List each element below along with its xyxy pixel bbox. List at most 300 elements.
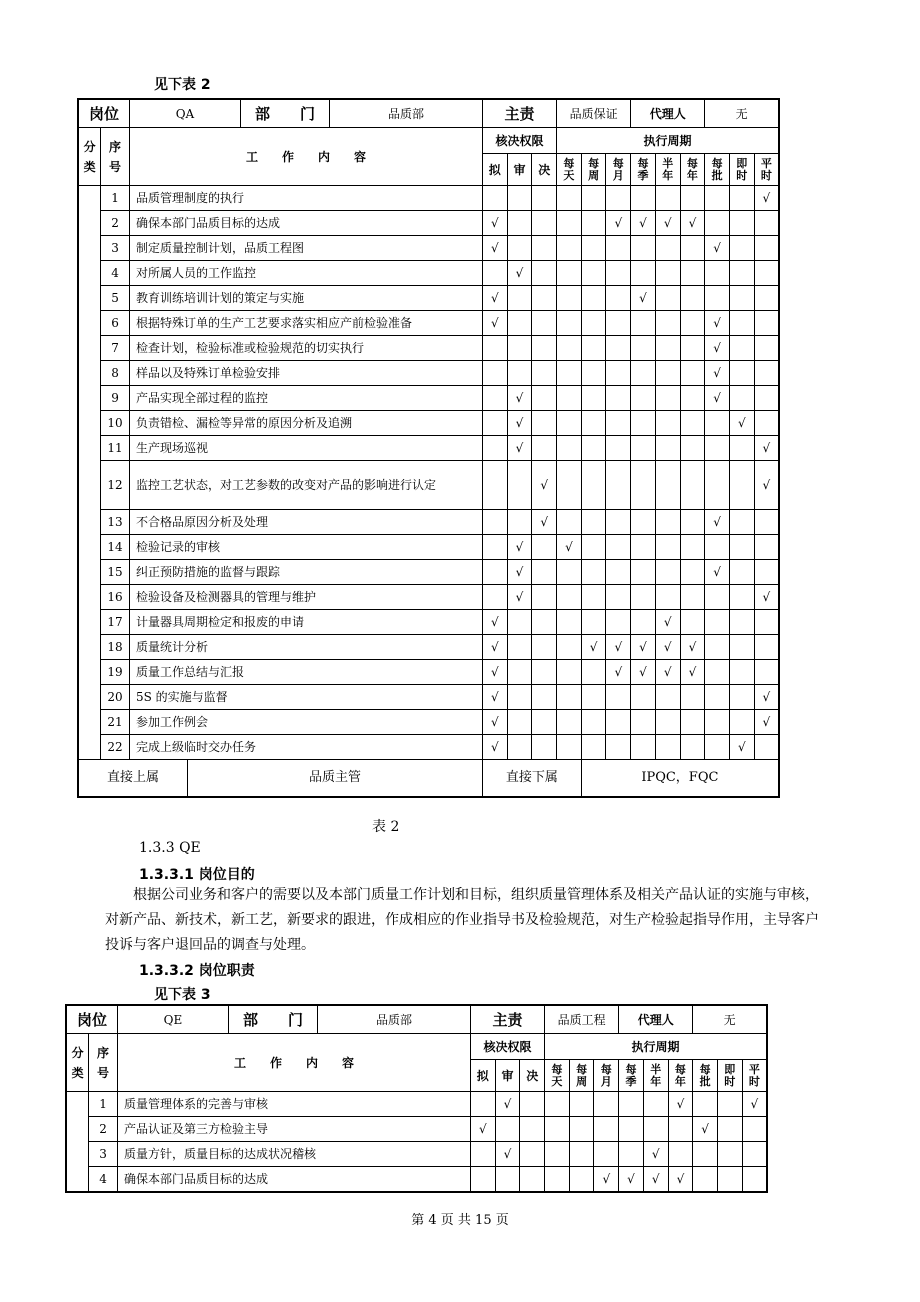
check-cell xyxy=(655,361,680,386)
table-row xyxy=(78,436,779,461)
check-cell xyxy=(705,286,730,311)
check-cell xyxy=(680,585,705,610)
dept-value: 品质部 xyxy=(387,106,424,121)
check-cell xyxy=(507,411,532,436)
main-duty-value: 品质工程 xyxy=(545,1005,619,1034)
check-cell xyxy=(742,1117,767,1142)
check-cell xyxy=(470,1117,495,1142)
check-cell xyxy=(569,1167,594,1192)
check-cell xyxy=(507,685,532,710)
seq-cell: 16 xyxy=(101,585,130,610)
check-cell xyxy=(581,660,606,685)
check-cell xyxy=(557,436,582,461)
check-cell xyxy=(581,635,606,660)
check-cell xyxy=(631,635,656,660)
duty-text-cell: 负责错检、漏检等异常的原因分析及追溯 xyxy=(129,411,482,436)
table-row xyxy=(78,336,779,361)
reporting-row xyxy=(78,760,779,798)
check-cell xyxy=(754,685,779,710)
check-cell xyxy=(729,710,754,735)
table-row xyxy=(78,610,779,635)
check-cell xyxy=(655,685,680,710)
check-cell xyxy=(482,311,507,336)
check-cell xyxy=(507,560,532,585)
check-cell xyxy=(754,535,779,560)
table-row xyxy=(78,261,779,286)
agent-value: 无 xyxy=(693,1005,767,1034)
check-cell xyxy=(507,610,532,635)
seq-cell: 17 xyxy=(101,610,130,635)
check-cell xyxy=(569,1092,594,1117)
check-cell xyxy=(631,535,656,560)
check-cell xyxy=(545,1167,570,1192)
check-cell xyxy=(557,685,582,710)
seq-cell: 4 xyxy=(89,1167,118,1192)
check-cell xyxy=(655,336,680,361)
post-value: QA xyxy=(130,100,241,127)
check-cell xyxy=(507,710,532,735)
check-cell xyxy=(754,311,779,336)
check-mark: √ xyxy=(713,565,721,579)
check-cell xyxy=(482,535,507,560)
check-cell xyxy=(482,710,507,735)
authority-col-header: 拟 xyxy=(482,154,507,186)
check-cell xyxy=(643,1092,668,1117)
duty-text-cell: 确保本部门品质目标的达成 xyxy=(129,211,482,236)
check-cell xyxy=(507,386,532,411)
check-mark: √ xyxy=(762,191,771,205)
check-cell xyxy=(520,1117,545,1142)
check-cell xyxy=(643,1117,668,1142)
check-cell xyxy=(631,411,656,436)
seq-cell: 22 xyxy=(101,735,130,760)
duty-text-cell: 检验记录的审核 xyxy=(129,535,482,560)
qa-duty-table xyxy=(77,98,780,798)
check-cell xyxy=(581,361,606,386)
check-cell xyxy=(594,1167,619,1192)
seq-cell: 11 xyxy=(101,436,130,461)
check-cell xyxy=(631,560,656,585)
check-cell xyxy=(754,461,779,510)
check-mark: √ xyxy=(737,740,746,754)
check-cell xyxy=(507,461,532,510)
check-cell xyxy=(729,361,754,386)
check-cell xyxy=(482,610,507,635)
check-cell xyxy=(680,261,705,286)
check-cell xyxy=(482,286,507,311)
check-cell xyxy=(680,685,705,710)
table-row xyxy=(78,735,779,760)
check-cell xyxy=(631,610,656,635)
period-col-header: 每周 xyxy=(581,154,606,186)
check-cell xyxy=(532,685,557,710)
check-cell xyxy=(705,585,730,610)
check-cell xyxy=(680,610,705,635)
check-cell xyxy=(606,186,631,211)
table-row xyxy=(78,660,779,685)
check-cell xyxy=(482,510,507,535)
check-mark: √ xyxy=(762,590,771,604)
dept-value: 品质部 xyxy=(375,1012,412,1027)
check-cell xyxy=(581,386,606,411)
check-cell xyxy=(705,386,730,411)
duty-text-cell: 纠正预防措施的监督与跟踪 xyxy=(129,560,482,585)
check-cell xyxy=(557,236,582,261)
check-cell xyxy=(557,286,582,311)
table3-intro: 见下表 3 xyxy=(154,987,211,1003)
check-cell xyxy=(680,286,705,311)
duty-text-cell: 制定质量控制计划，品质工程图 xyxy=(129,236,482,261)
table-row xyxy=(66,1117,767,1142)
check-cell xyxy=(532,610,557,635)
category-header: 分类 xyxy=(66,1034,89,1092)
check-cell xyxy=(581,311,606,336)
check-cell xyxy=(655,560,680,585)
check-cell xyxy=(705,735,730,760)
check-cell xyxy=(729,186,754,211)
check-cell xyxy=(520,1167,545,1192)
check-cell xyxy=(729,436,754,461)
table-row xyxy=(78,710,779,735)
content-header: 工 作 内 容 xyxy=(129,128,482,186)
check-cell xyxy=(507,261,532,286)
check-cell xyxy=(495,1167,520,1192)
check-cell xyxy=(754,236,779,261)
check-cell xyxy=(754,610,779,635)
check-cell xyxy=(680,635,705,660)
check-cell xyxy=(557,560,582,585)
check-cell xyxy=(705,685,730,710)
check-cell xyxy=(581,411,606,436)
check-cell xyxy=(532,311,557,336)
check-cell xyxy=(680,411,705,436)
check-cell xyxy=(507,735,532,760)
seq-cell: 8 xyxy=(101,361,130,386)
check-cell xyxy=(581,685,606,710)
check-cell xyxy=(655,186,680,211)
check-cell xyxy=(569,1142,594,1167)
check-mark: √ xyxy=(701,1122,709,1136)
check-cell xyxy=(705,510,730,535)
check-cell xyxy=(705,635,730,660)
check-mark: √ xyxy=(540,515,549,529)
check-cell xyxy=(606,411,631,436)
main-duty-label: 主责 xyxy=(470,1005,544,1034)
category-cell xyxy=(66,1092,89,1192)
check-cell xyxy=(606,311,631,336)
page-footer: 第 4 页 共 15 页 xyxy=(411,1213,509,1228)
check-cell xyxy=(693,1117,718,1142)
dept-label: 部 门 xyxy=(228,1006,317,1033)
check-cell xyxy=(532,461,557,510)
check-cell xyxy=(655,660,680,685)
table-row xyxy=(78,461,779,510)
purpose-title: 1.3.3.1 岗位目的 xyxy=(139,867,255,883)
seq-cell: 3 xyxy=(101,236,130,261)
authority-col-header: 审 xyxy=(507,154,532,186)
seq-header: 序号 xyxy=(89,1034,118,1092)
check-cell xyxy=(545,1092,570,1117)
check-cell xyxy=(557,211,582,236)
seq-cell: 13 xyxy=(101,510,130,535)
check-cell xyxy=(482,436,507,461)
check-cell xyxy=(729,585,754,610)
post-dept-group xyxy=(117,1005,470,1034)
duty-text-cell: 质量工作总结与汇报 xyxy=(129,660,482,685)
check-mark: √ xyxy=(614,216,623,230)
check-mark: √ xyxy=(478,1122,487,1136)
check-cell xyxy=(569,1117,594,1142)
check-cell xyxy=(557,735,582,760)
check-cell xyxy=(655,386,680,411)
check-cell xyxy=(680,311,705,336)
period-col-header: 即时 xyxy=(729,154,754,186)
check-cell xyxy=(581,211,606,236)
check-cell xyxy=(581,560,606,585)
table-row xyxy=(78,311,779,336)
authority-col-header: 决 xyxy=(532,154,557,186)
table-row xyxy=(66,1142,767,1167)
check-mark: √ xyxy=(663,615,672,629)
check-mark: √ xyxy=(490,316,499,330)
check-cell xyxy=(594,1142,619,1167)
check-cell xyxy=(532,286,557,311)
check-cell xyxy=(680,461,705,510)
duty-text-cell: 对所属人员的工作监控 xyxy=(129,261,482,286)
post-value: QE xyxy=(118,1006,229,1033)
check-mark: √ xyxy=(490,640,499,654)
check-cell xyxy=(532,560,557,585)
check-cell xyxy=(680,560,705,585)
check-cell xyxy=(532,735,557,760)
post-dept-group xyxy=(129,99,482,128)
check-mark: √ xyxy=(627,1171,635,1186)
agent-label: 代理人 xyxy=(619,1005,693,1034)
check-cell xyxy=(482,386,507,411)
check-cell xyxy=(532,436,557,461)
check-mark: √ xyxy=(540,478,549,492)
check-cell xyxy=(705,436,730,461)
seq-cell: 10 xyxy=(101,411,130,436)
check-cell xyxy=(482,336,507,361)
check-cell xyxy=(557,411,582,436)
table-row xyxy=(78,560,779,585)
check-cell xyxy=(655,510,680,535)
check-cell xyxy=(495,1142,520,1167)
section-title: 1.3.3 QE xyxy=(139,840,201,856)
category-cell xyxy=(78,186,101,760)
period-col-header: 半年 xyxy=(643,1060,668,1092)
period-col-header: 每季 xyxy=(631,154,656,186)
duty-text-cell: 产品实现全部过程的监控 xyxy=(129,386,482,411)
check-cell xyxy=(482,361,507,386)
check-cell xyxy=(631,211,656,236)
check-cell xyxy=(631,386,656,411)
check-cell xyxy=(631,510,656,535)
seq-header: 序号 xyxy=(101,128,130,186)
check-cell xyxy=(557,585,582,610)
check-cell xyxy=(507,660,532,685)
check-cell xyxy=(482,685,507,710)
check-cell xyxy=(482,635,507,660)
check-cell xyxy=(717,1092,742,1117)
seq-cell: 20 xyxy=(101,685,130,710)
check-cell xyxy=(507,436,532,461)
seq-cell: 14 xyxy=(101,535,130,560)
check-cell xyxy=(482,411,507,436)
check-cell xyxy=(754,635,779,660)
check-cell xyxy=(742,1167,767,1192)
check-cell xyxy=(655,436,680,461)
duty-text-cell: 参加工作例会 xyxy=(129,710,482,735)
period-col-header: 每季 xyxy=(619,1060,644,1092)
period-col-header: 即时 xyxy=(717,1060,742,1092)
check-cell xyxy=(507,336,532,361)
check-cell xyxy=(655,211,680,236)
check-mark: √ xyxy=(688,665,697,679)
reporting-group xyxy=(78,760,482,798)
period-col-header: 每天 xyxy=(557,154,582,186)
check-cell xyxy=(482,236,507,261)
check-cell xyxy=(581,461,606,510)
check-cell xyxy=(631,236,656,261)
check-cell xyxy=(655,635,680,660)
authority-col-header: 拟 xyxy=(470,1060,495,1092)
authority-col-header: 决 xyxy=(520,1060,545,1092)
check-mark: √ xyxy=(503,1147,512,1161)
duty-text-cell: 质量统计分析 xyxy=(129,635,482,660)
check-cell xyxy=(482,660,507,685)
check-cell xyxy=(742,1092,767,1117)
check-mark: √ xyxy=(515,416,524,430)
check-cell xyxy=(606,635,631,660)
check-cell xyxy=(532,510,557,535)
header-info-row xyxy=(66,1005,767,1034)
check-cell xyxy=(482,211,507,236)
check-cell xyxy=(729,336,754,361)
check-mark: √ xyxy=(515,391,524,405)
check-cell xyxy=(520,1142,545,1167)
check-cell xyxy=(631,361,656,386)
check-cell xyxy=(581,735,606,760)
check-cell xyxy=(532,261,557,286)
check-cell xyxy=(507,635,532,660)
check-cell xyxy=(680,336,705,361)
check-cell xyxy=(507,211,532,236)
check-cell xyxy=(705,336,730,361)
check-cell xyxy=(606,735,631,760)
check-cell xyxy=(581,535,606,560)
check-mark: √ xyxy=(490,715,499,729)
check-cell xyxy=(655,261,680,286)
check-cell xyxy=(754,211,779,236)
check-cell xyxy=(680,660,705,685)
check-cell xyxy=(655,585,680,610)
check-cell xyxy=(705,610,730,635)
table2-intro: 见下表 2 xyxy=(154,77,211,93)
check-mark: √ xyxy=(713,515,721,529)
check-mark: √ xyxy=(762,478,771,492)
check-cell xyxy=(606,336,631,361)
subordinate-value: IPQC，FQC xyxy=(581,760,779,798)
period-col-header: 每天 xyxy=(545,1060,570,1092)
check-cell xyxy=(532,411,557,436)
check-cell xyxy=(606,660,631,685)
seq-cell: 3 xyxy=(89,1142,118,1167)
check-cell xyxy=(631,186,656,211)
check-cell xyxy=(643,1142,668,1167)
check-cell xyxy=(680,186,705,211)
check-cell xyxy=(729,286,754,311)
check-cell xyxy=(680,510,705,535)
check-cell xyxy=(631,710,656,735)
check-cell xyxy=(717,1167,742,1192)
check-cell xyxy=(729,386,754,411)
duty-text-cell: 产品认证及第三方检验主导 xyxy=(117,1117,470,1142)
check-cell xyxy=(581,186,606,211)
check-cell xyxy=(581,336,606,361)
duty-text-cell: 根据特殊订单的生产工艺要求落实相应产前检验准备 xyxy=(129,311,482,336)
check-cell xyxy=(729,660,754,685)
check-cell xyxy=(507,236,532,261)
check-cell xyxy=(705,236,730,261)
check-mark: √ xyxy=(490,665,499,679)
check-cell xyxy=(729,535,754,560)
check-cell xyxy=(705,186,730,211)
check-cell xyxy=(532,386,557,411)
check-mark: √ xyxy=(676,1171,685,1186)
check-cell xyxy=(729,510,754,535)
main-duty-label: 主责 xyxy=(482,99,556,128)
check-cell xyxy=(507,186,532,211)
check-cell xyxy=(495,1117,520,1142)
check-cell xyxy=(705,411,730,436)
check-mark: √ xyxy=(651,1171,660,1186)
check-cell xyxy=(606,535,631,560)
check-cell xyxy=(717,1142,742,1167)
check-cell xyxy=(507,585,532,610)
duty-text-cell: 检验设备及检测器具的管理与维护 xyxy=(129,585,482,610)
check-cell xyxy=(631,585,656,610)
seq-cell: 18 xyxy=(101,635,130,660)
seq-cell: 1 xyxy=(89,1092,118,1117)
check-mark: √ xyxy=(490,241,499,255)
table-row xyxy=(66,1092,767,1117)
authority-header: 核决权限 xyxy=(482,128,556,154)
period-col-header: 每年 xyxy=(668,1060,693,1092)
check-cell xyxy=(668,1142,693,1167)
check-cell xyxy=(557,336,582,361)
check-mark: √ xyxy=(490,291,499,305)
check-mark: √ xyxy=(639,640,647,654)
post-label: 岗位 xyxy=(66,1005,117,1034)
table-row xyxy=(78,535,779,560)
check-mark: √ xyxy=(589,640,598,654)
check-cell xyxy=(619,1117,644,1142)
period-col-header: 每批 xyxy=(705,154,730,186)
check-mark: √ xyxy=(688,216,697,230)
period-col-header: 平时 xyxy=(742,1060,767,1092)
period-col-header: 每月 xyxy=(606,154,631,186)
check-cell xyxy=(557,510,582,535)
check-mark: √ xyxy=(762,715,771,729)
check-cell xyxy=(606,560,631,585)
check-cell xyxy=(680,710,705,735)
check-mark: √ xyxy=(713,366,721,380)
duty-text-cell: 品质管理制度的执行 xyxy=(129,186,482,211)
check-cell xyxy=(680,735,705,760)
seq-cell: 2 xyxy=(101,211,130,236)
